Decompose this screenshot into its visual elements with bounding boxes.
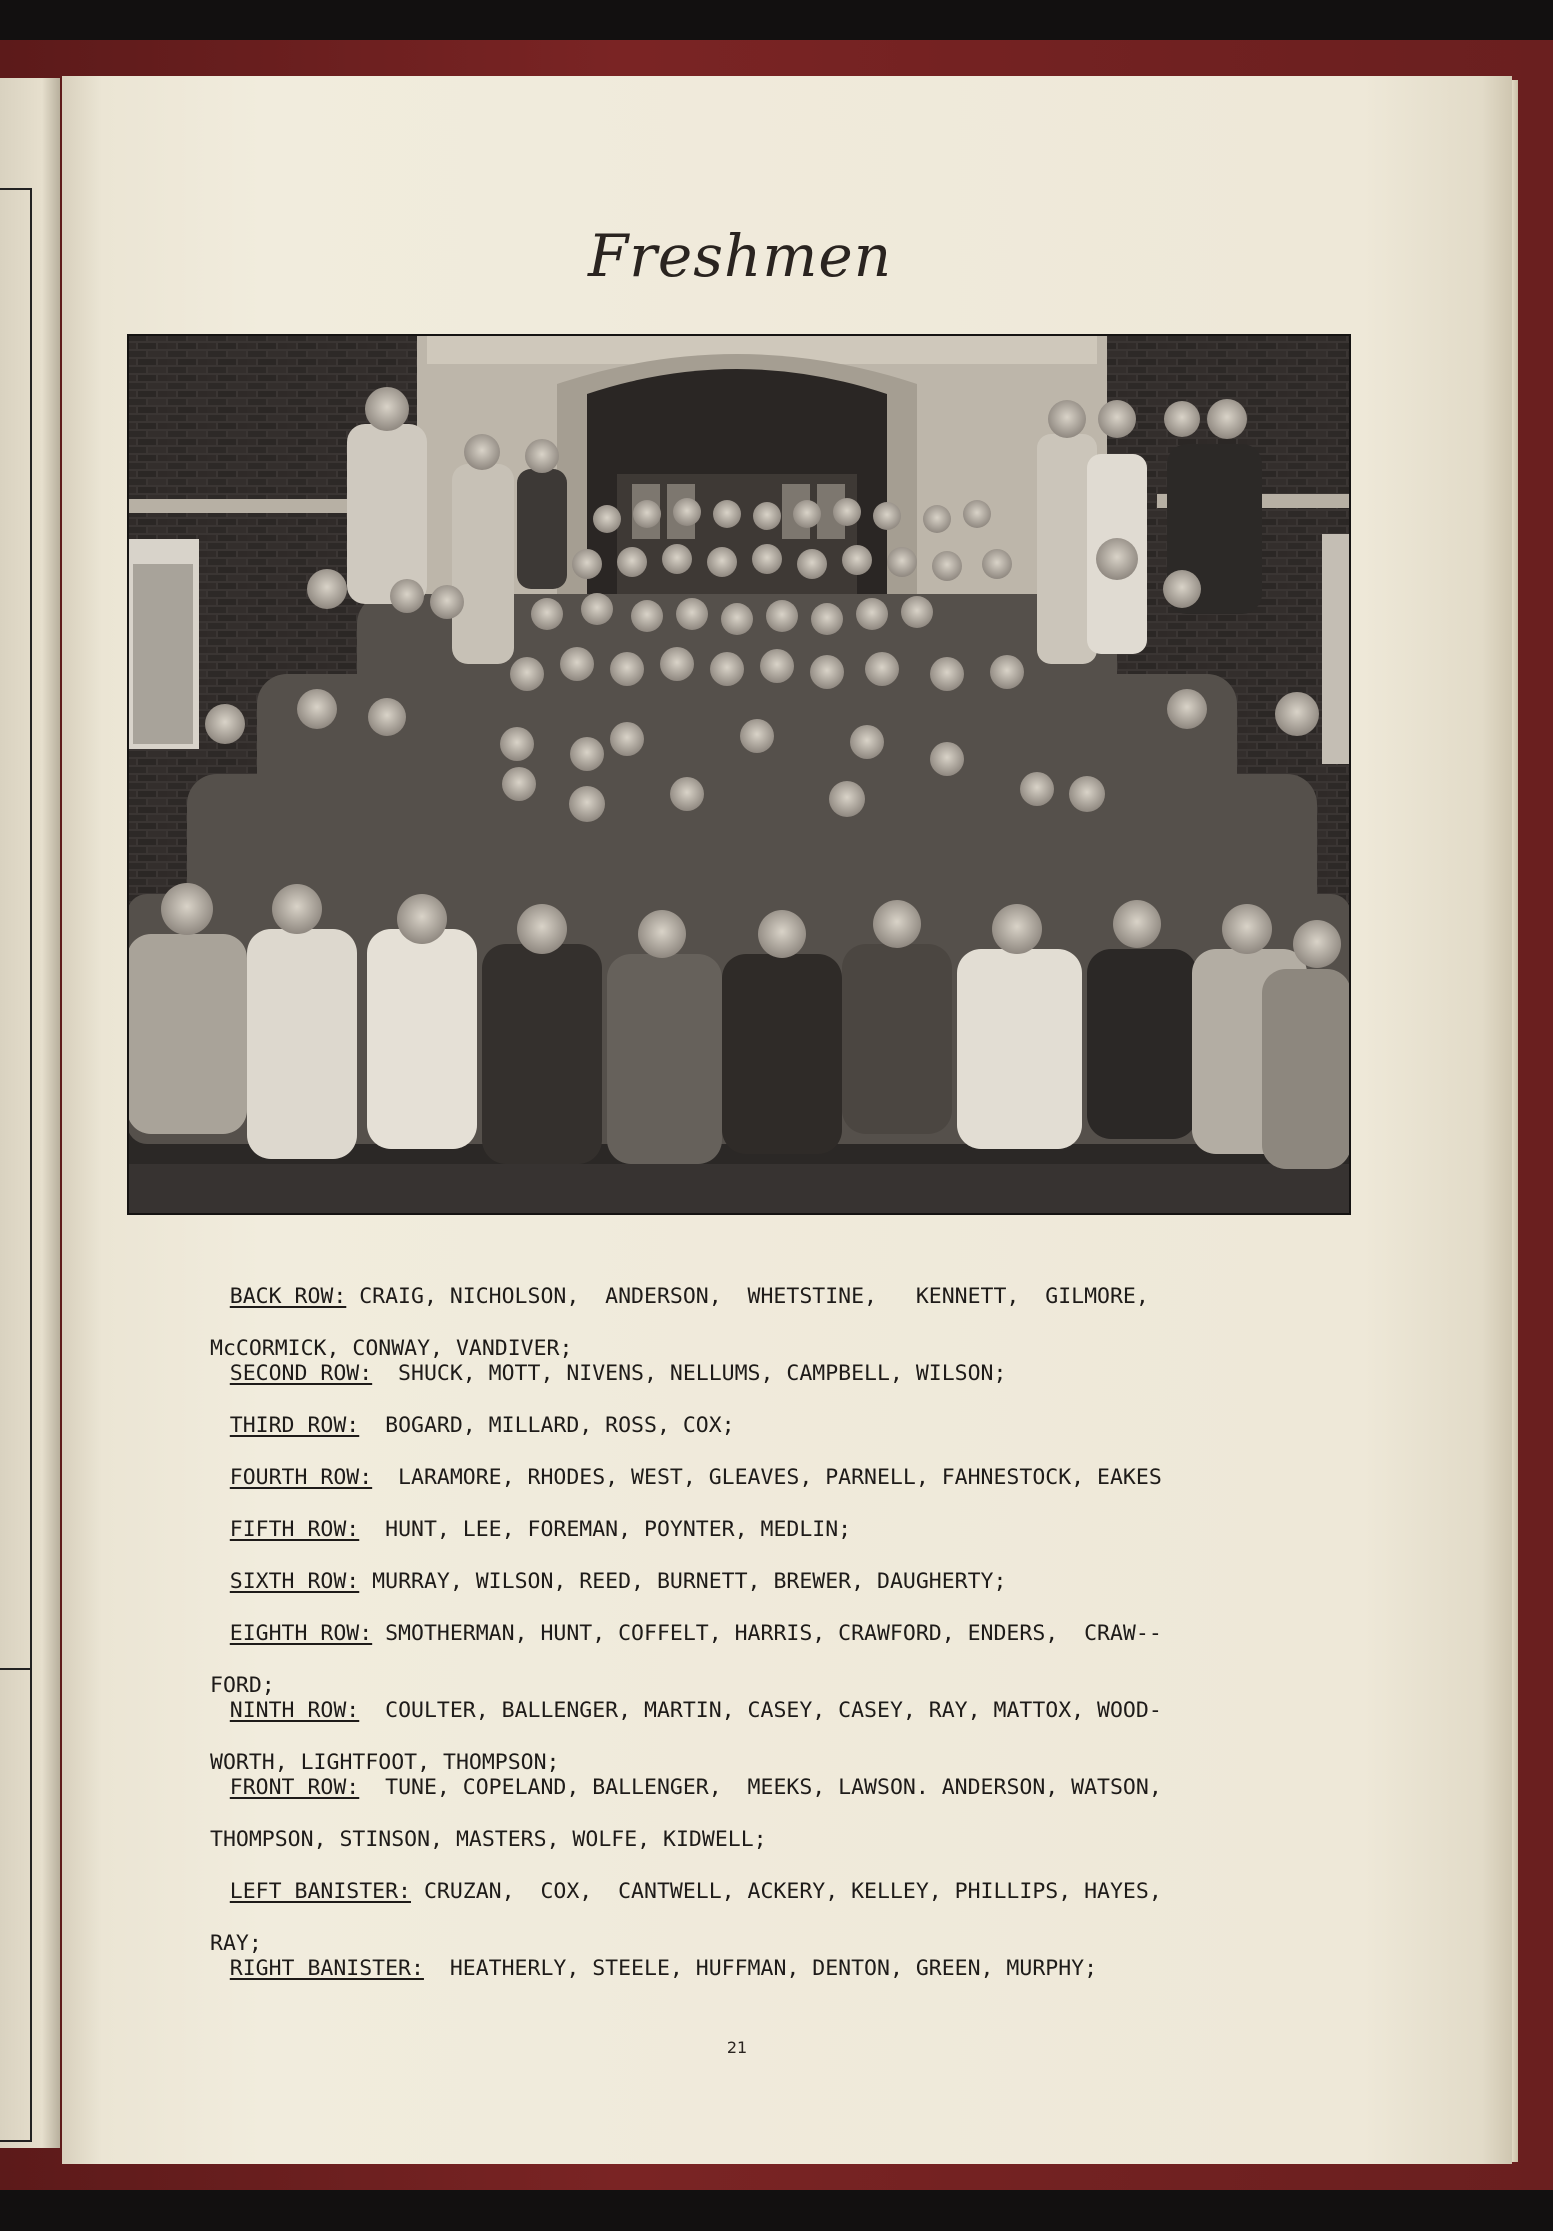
caption-label: LEFT BANISTER:: [229, 1879, 411, 1904]
facing-page-divider: [0, 1668, 30, 1670]
caption-names: SMOTHERMAN, HUNT, COFFELT, HARRIS, CRAWFORD, ENDERS, CRAW--: [372, 1621, 1162, 1646]
group-photo-image: [127, 334, 1351, 1215]
caption-label: SIXTH ROW:: [229, 1569, 360, 1594]
caption-names-continued: FORD;: [210, 1673, 275, 1698]
caption-label: FIFTH ROW:: [229, 1517, 360, 1542]
caption-names-continued: WORTH, LIGHTFOOT, THOMPSON;: [210, 1750, 560, 1775]
caption-label: FOURTH ROW:: [229, 1465, 373, 1490]
caption-names: CRUZAN, COX, CANTWELL, ACKERY, KELLEY, PHILLIPS, HAYES,: [411, 1879, 1162, 1904]
caption-label: NINTH ROW:: [229, 1698, 360, 1723]
caption-names: MURRAY, WILSON, REED, BURNETT, BREWER, DAUGHERTY;: [359, 1569, 1007, 1594]
caption-names: LARAMORE, RHODES, WEST, GLEAVES, PARNELL, FAHNESTOCK, EAKES: [372, 1465, 1162, 1490]
caption-names-continued: THOMPSON, STINSON, MASTERS, WOLFE, KIDWELL;: [210, 1827, 767, 1852]
page-title: Freshmen: [587, 222, 893, 290]
facing-page-edge: [0, 78, 60, 2148]
caption-label: EIGHTH ROW:: [229, 1621, 373, 1646]
caption-label: SECOND ROW:: [229, 1361, 373, 1386]
caption-label: THIRD ROW:: [229, 1413, 360, 1438]
facing-page-border: [0, 188, 32, 2142]
caption-names: CRAIG, NICHOLSON, ANDERSON, WHETSTINE, KENNETT, GILMORE,: [346, 1284, 1149, 1309]
caption-label: BACK ROW:: [229, 1284, 347, 1309]
caption-names-continued: McCORMICK, CONWAY, VANDIVER;: [210, 1336, 573, 1361]
class-group-photo: [127, 334, 1351, 1215]
caption-names: TUNE, COPELAND, BALLENGER, MEEKS, LAWSON. ANDERSON, WATSON,: [359, 1775, 1162, 1800]
caption-label: RIGHT BANISTER:: [229, 1956, 424, 1981]
caption-label: FRONT ROW:: [229, 1775, 360, 1800]
page-number: 21: [726, 2038, 748, 2057]
caption-names: COULTER, BALLENGER, MARTIN, CASEY, CASEY, RAY, MATTOX, WOOD-: [359, 1698, 1162, 1723]
caption-names: HEATHERLY, STEELE, HUFFMAN, DENTON, GREEN, MURPHY;: [423, 1956, 1098, 1981]
caption-names-continued: RAY;: [210, 1931, 262, 1956]
caption-names: HUNT, LEE, FOREMAN, POYNTER, MEDLIN;: [359, 1517, 852, 1542]
caption-right-banister: [178, 1930, 1097, 2008]
caption-names: BOGARD, MILLARD, ROSS, COX;: [359, 1413, 735, 1438]
caption-names: SHUCK, MOTT, NIVENS, NELLUMS, CAMPBELL, WILSON;: [372, 1361, 1007, 1386]
